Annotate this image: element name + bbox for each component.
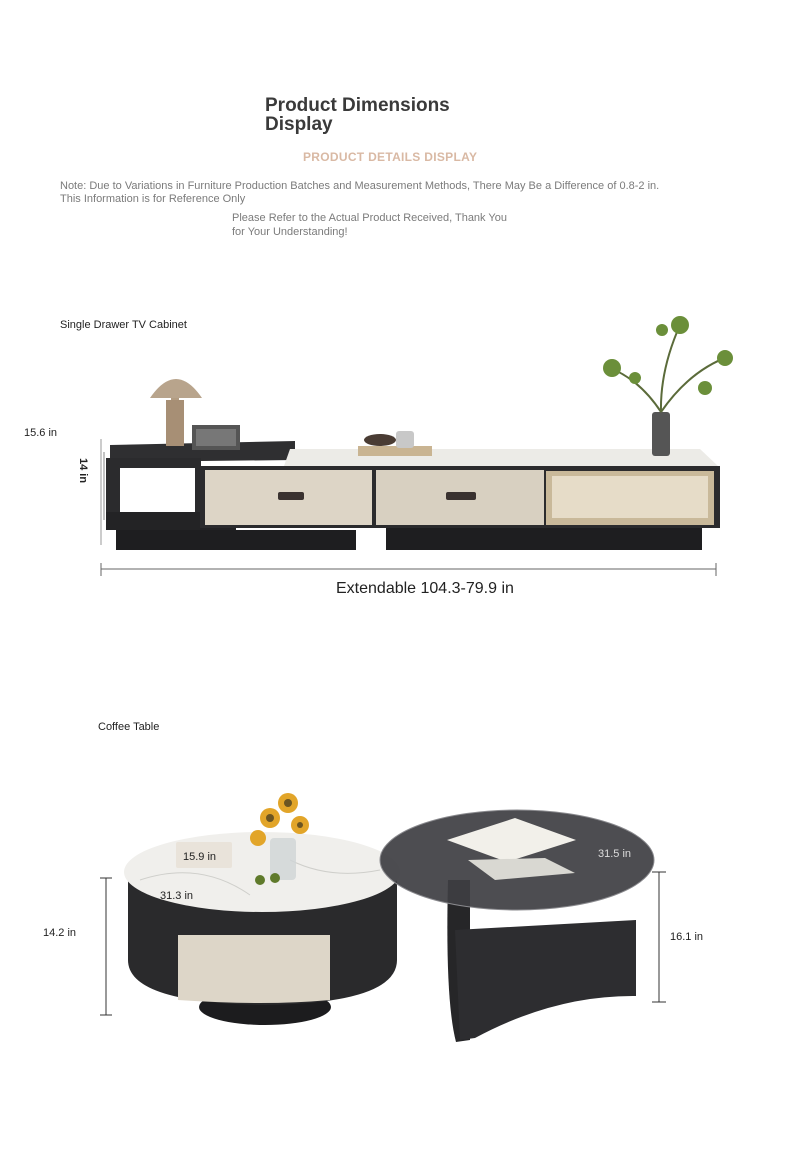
- note-line-4: for Your Understanding!: [232, 226, 348, 238]
- note-line-2: This Information is for Reference Only: [60, 193, 246, 205]
- coffee-table-image: [100, 793, 666, 1042]
- glass-table-diameter: 31.5 in: [598, 848, 632, 860]
- tv-cabinet-label: Single Drawer TV Cabinet: [60, 319, 187, 331]
- page-subtitle: PRODUCT DETAILS DISPLAY: [303, 150, 478, 164]
- tv-cabinet-image: [101, 316, 733, 576]
- small-table-depth: 15.9 in: [183, 851, 217, 863]
- note-line-3: Please Refer to the Actual Product Received, Thank You: [232, 212, 507, 224]
- tv-cabinet-height: 15.6 in: [24, 427, 58, 439]
- small-table-diameter: 31.3 in: [160, 890, 194, 902]
- coffee-table-label: Coffee Table: [98, 721, 160, 733]
- tv-cabinet-inner-height: 14 in: [77, 458, 89, 484]
- title-line-2: Display: [265, 114, 333, 135]
- title-line-1: Product Dimensions: [265, 95, 450, 116]
- tv-cabinet-width: Extendable 104.3-79.9 in: [336, 580, 514, 597]
- note-line-1: Note: Due to Variations in Furniture Production Batches and Measurement Methods, There May Be a Difference of 0.8-2 in.: [60, 180, 660, 192]
- glass-table-height: 16.1 in: [670, 931, 704, 943]
- small-table-height: 14.2 in: [43, 927, 77, 939]
